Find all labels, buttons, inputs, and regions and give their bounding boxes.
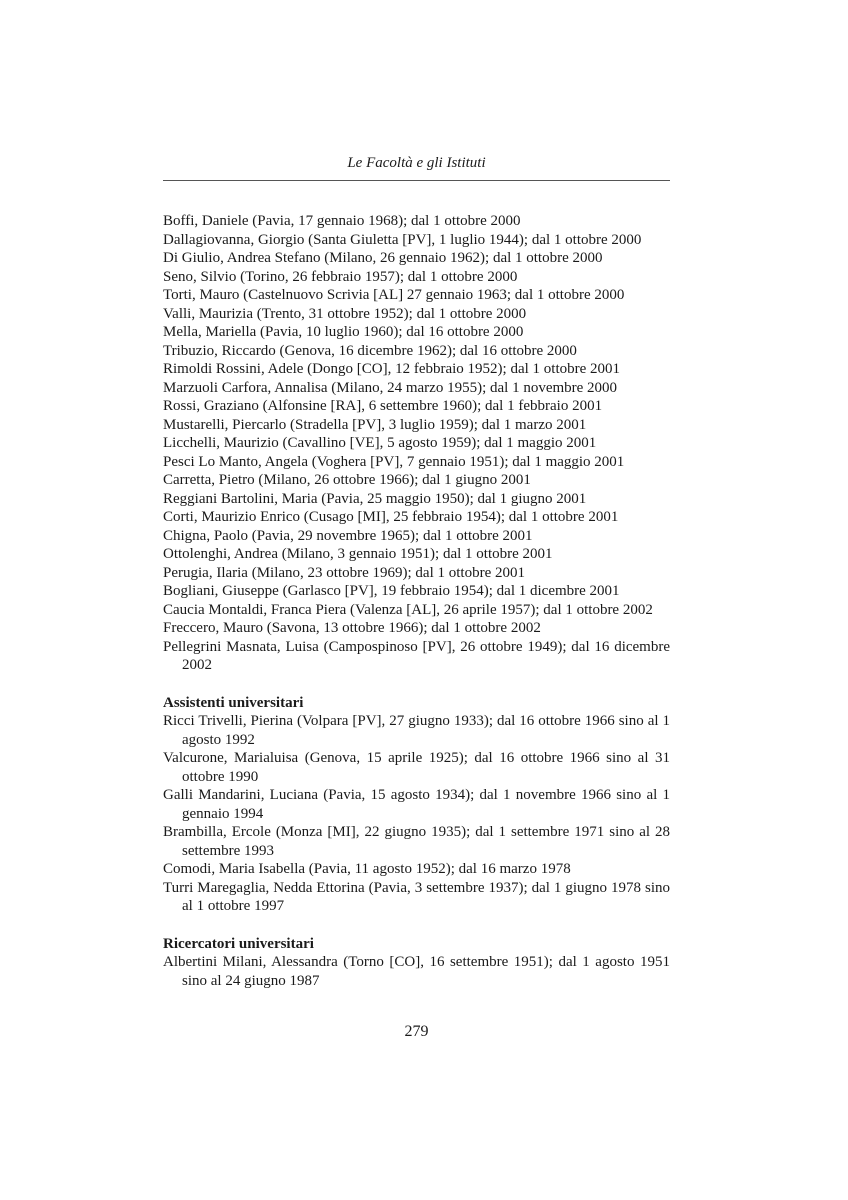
list-item: Valli, Maurizia (Trento, 31 ottobre 1952); dal 1 ottobre 2000	[163, 305, 527, 322]
list-item: Galli Mandarini, Luciana (Pavia, 15 agosto 1934); dal 1 novembre 1966 sino al 1 gennaio 1994	[163, 787, 670, 822]
list-item: Mella, Mariella (Pavia, 10 luglio 1960); dal 16 ottobre 2000	[163, 324, 524, 340]
list-item: Ricci Trivelli, Pierina (Volpara [PV], 27 giugno 1933); dal 16 ottobre 1966 sino al 1 agosto 1992	[163, 713, 670, 748]
list-item: Caucia Montaldi, Franca Piera (Valenza [AL], 26 aprile 1957); dal 1 ottobre 2002	[163, 601, 653, 618]
list-item: Valcurone, Marialuisa (Genova, 15 aprile 1925); dal 16 ottobre 1966 sino al 31 ottobre 1990	[163, 750, 670, 785]
page-body	[163, 212, 670, 990]
section-title-ricercatori: Ricercatori universitari	[163, 935, 314, 952]
list-item: Freccero, Mauro (Savona, 13 ottobre 1966); dal 1 ottobre 2002	[163, 620, 541, 636]
list-item: Albertini Milani, Alessandra (Torno [CO], 16 settembre 1951); dal 1 agosto 1951 sino al 24 giugno 1987	[163, 954, 670, 989]
list-item: Carretta, Pietro (Milano, 26 ottobre 1966); dal 1 giugno 2001	[163, 472, 531, 488]
list-item: Rossi, Graziano (Alfonsine [RA], 6 settembre 1960); dal 1 febbraio 2001	[163, 398, 603, 414]
list-item: Boffi, Daniele (Pavia, 17 gennaio 1968); dal 1 ottobre 2000	[163, 213, 521, 229]
ricercatori-entry-list	[163, 953, 670, 990]
list-item: Perugia, Ilaria (Milano, 23 ottobre 1969); dal 1 ottobre 2001	[163, 564, 525, 581]
page-number: 279	[404, 1023, 429, 1040]
list-item: Rimoldi Rossini, Adele (Dongo [CO], 12 febbraio 1952); dal 1 ottobre 2001	[163, 361, 621, 377]
list-item: Brambilla, Ercole (Monza [MI], 22 giugno 1935); dal 1 settembre 1971 sino al 28 settembre 1993	[163, 824, 670, 859]
main-entry-list	[163, 212, 670, 675]
list-item: Seno, Silvio (Torino, 26 febbraio 1957); dal 1 ottobre 2000	[163, 268, 518, 285]
running-header: Le Facoltà e gli Istituti	[347, 155, 486, 171]
list-item: Chigna, Paolo (Pavia, 29 novembre 1965); dal 1 ottobre 2001	[163, 527, 533, 544]
list-item: Reggiani Bartolini, Maria (Pavia, 25 maggio 1950); dal 1 giugno 2001	[163, 490, 587, 507]
list-item: Pellegrini Masnata, Luisa (Campospinoso [PV], 26 ottobre 1949); dal 16 dicembre 2002	[163, 638, 670, 673]
list-item: Tribuzio, Riccardo (Genova, 16 dicembre 1962); dal 16 ottobre 2000	[163, 342, 577, 359]
list-item: Di Giulio, Andrea Stefano (Milano, 26 gennaio 1962); dal 1 ottobre 2000	[163, 250, 603, 266]
assistenti-entry-list	[163, 712, 670, 916]
list-item: Torti, Mauro (Castelnuovo Scrivia [AL] 27 gennaio 1963; dal 1 ottobre 2000	[163, 287, 625, 303]
list-item: Dallagiovanna, Giorgio (Santa Giuletta [PV], 1 luglio 1944); dal 1 ottobre 2000	[163, 231, 642, 248]
list-item: Comodi, Maria Isabella (Pavia, 11 agosto 1952); dal 16 marzo 1978	[163, 861, 571, 877]
header-rule	[163, 180, 670, 181]
list-item: Ottolenghi, Andrea (Milano, 3 gennaio 1951); dal 1 ottobre 2001	[163, 546, 553, 562]
list-item: Pesci Lo Manto, Angela (Voghera [PV], 7 gennaio 1951); dal 1 maggio 2001	[163, 453, 625, 470]
list-item: Turri Maregaglia, Nedda Ettorina (Pavia, 3 settembre 1937); dal 1 giugno 1978 sino al 1 ottobre 1997	[163, 879, 670, 914]
list-item: Corti, Maurizio Enrico (Cusago [MI], 25 febbraio 1954); dal 1 ottobre 2001	[163, 509, 619, 525]
list-item: Marzuoli Carfora, Annalisa (Milano, 24 marzo 1955); dal 1 novembre 2000	[163, 379, 618, 396]
list-item: Mustarelli, Piercarlo (Stradella [PV], 3 luglio 1959); dal 1 marzo 2001	[163, 416, 587, 433]
list-item: Licchelli, Maurizio (Cavallino [VE], 5 agosto 1959); dal 1 maggio 2001	[163, 435, 597, 451]
list-item: Bogliani, Giuseppe (Garlasco [PV], 19 febbraio 1954); dal 1 dicembre 2001	[163, 583, 620, 599]
section-title-assistenti: Assistenti universitari	[163, 694, 304, 711]
